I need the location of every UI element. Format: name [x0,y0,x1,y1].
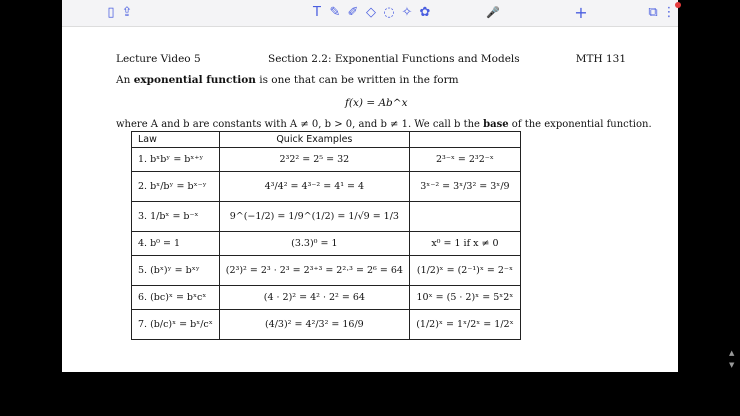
example-cell-2: (1/2)ˣ = 1ˣ/2ˣ = 1/2ˣ [409,310,520,340]
where-bold: base [483,119,509,130]
header-examples-2 [409,132,520,148]
header-center: Section 2.2: Exponential Functions and Models [268,53,520,65]
table-row [132,232,521,256]
intro-bold: exponential function [133,74,256,86]
example-cell-2: x⁰ = 1 if x ≠ 0 [409,232,520,256]
table-row [132,172,521,202]
eraser-icon[interactable]: ◇ [366,5,376,20]
example-cell: 9^(−1/2) = 1/9^(1/2) = 1/√9 = 1/3 [219,202,409,232]
header-left: Lecture Video 5 [116,53,201,65]
example-cell: (4/3)² = 4²/3² = 16/9 [219,310,409,340]
pages-icon[interactable]: ⧉ [648,5,658,20]
law-cell: 1. bˣbʸ = bˣ⁺ʸ [132,148,220,172]
example-cell-2: 3ˣ⁻² = 3ˣ/3² = 3ˣ/9 [409,172,520,202]
header-examples: Quick Examples [219,132,409,148]
sidebar-icon[interactable]: ▯ [107,5,115,20]
text-tool-icon[interactable]: T [313,5,321,20]
share-icon[interactable]: ⇪ [121,5,133,20]
header-right: MTH 131 [575,53,626,65]
exponent-laws-table [131,131,521,340]
example-cell: (3.3)⁰ = 1 [219,232,409,256]
example-cell-2: 10ˣ = (5 · 2)ˣ = 5ˣ2ˣ [409,286,520,310]
example-cell-2: (1/2)ˣ = (2⁻¹)ˣ = 2⁻ˣ [409,256,520,286]
law-cell: 3. 1/bˣ = b⁻ˣ [132,202,220,232]
shapes-icon[interactable]: ✧ [401,5,413,20]
law-cell: 6. (bc)ˣ = bˣcˣ [132,286,220,310]
pen-tool-icon[interactable]: ✎ [329,5,341,20]
where-pre: where A and b are constants with A ≠ 0, b > 0, and b ≠ 1. We call b the [116,119,484,130]
app-toolbar [62,0,678,27]
microphone-icon[interactable]: 🎤 [486,6,500,19]
intro-text [116,74,459,86]
example-cell: 4³/4² = 4³⁻² = 4¹ = 4 [219,172,409,202]
where-text [116,119,652,130]
law-cell: 4. b⁰ = 1 [132,232,220,256]
table-row [132,256,521,286]
highlighter-icon[interactable]: ✐ [347,5,359,20]
example-cell: 2³2² = 2⁵ = 32 [219,148,409,172]
scroll-down-icon[interactable]: ▼ [729,361,735,369]
law-cell: 2. bˣ/bʸ = bˣ⁻ʸ [132,172,220,202]
example-cell-2: 2³⁻ˣ = 2³2⁻ˣ [409,148,520,172]
table-row [132,148,521,172]
law-cell: 7. (b/c)ˣ = bˣ/cˣ [132,310,220,340]
table-row [132,286,521,310]
table-header-row [132,132,521,148]
table-row [132,310,521,340]
intro-post: is one that can be written in the form [255,74,459,86]
scroll-up-icon[interactable]: ▲ [729,349,735,357]
header-law: Law [132,132,220,148]
intro-pre: An [116,74,134,86]
stamp-icon[interactable]: ✿ [419,5,431,20]
law-cell: 5. (bˣ)ʸ = bˣʸ [132,256,220,286]
example-cell-2 [409,202,520,232]
example-cell: (2³)² = 2³ · 2³ = 2³⁺³ = 2²·³ = 2⁶ = 64 [219,256,409,286]
more-icon[interactable]: ⋮ [662,5,676,20]
add-page-icon[interactable]: + [574,3,588,22]
example-cell: (4 · 2)² = 4² · 2² = 64 [219,286,409,310]
document-page [62,27,735,372]
table-row [132,202,521,232]
recording-indicator [675,2,681,8]
lasso-icon[interactable]: ◌ [383,5,395,20]
formula: f(x) = Ab^x [345,97,408,109]
where-post: of the exponential function. [508,119,652,130]
